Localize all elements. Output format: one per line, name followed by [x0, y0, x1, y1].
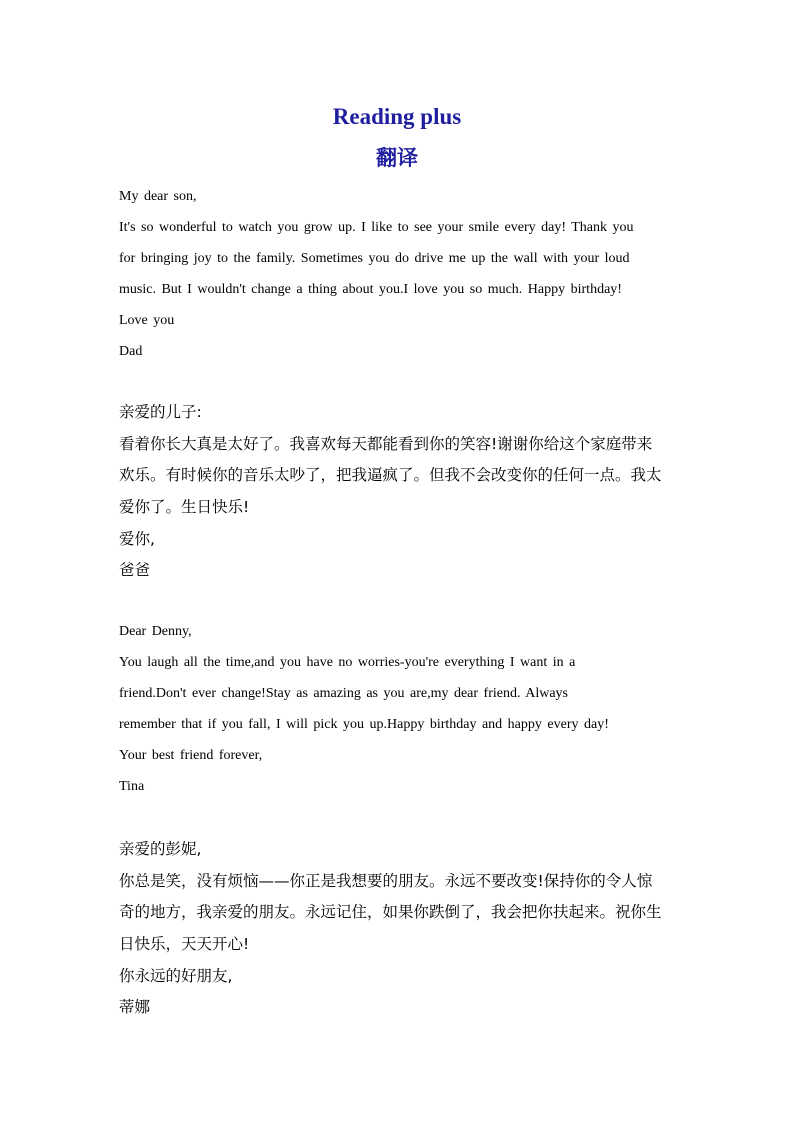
body-line: remember that if you fall, I will pick you up.Happy birthday and happy every day!: [119, 717, 609, 732]
salutation: 亲爱的彭妮,: [119, 840, 202, 858]
signature: Dad: [119, 344, 143, 359]
page-subtitle: 翻译: [376, 146, 418, 170]
letter-from-dad-english: [119, 187, 679, 373]
salutation: My dear son,: [119, 189, 197, 204]
body-line: 看着你长大真是太好了。我喜欢每天都能看到你的笑容!谢谢你给这个家庭带来: [119, 434, 653, 453]
closing: 你永远的好朋友,: [119, 966, 233, 985]
letter-from-dad-chinese: [119, 401, 679, 591]
body-line: 日快乐，天天开心!: [119, 935, 250, 954]
closing: 爱你,: [119, 529, 155, 548]
body-line: 奇的地方，我亲爱的朋友。永远记住，如果你跌倒了，我会把你扶起来。祝你生: [119, 903, 662, 922]
closing: Your best friend forever,: [119, 748, 263, 763]
salutation: 亲爱的儿子:: [119, 403, 202, 421]
letter-from-tina-chinese: [119, 838, 679, 1028]
body-line: 你总是笑，没有烦恼——你正是我想要的朋友。永远不要改变!保持你的令人惊: [119, 871, 653, 890]
body-line: friend.Don't ever change!Stay as amazing as you are,my dear friend. Always: [119, 686, 568, 701]
signature: 蒂娜: [119, 998, 151, 1017]
body-line: It's so wonderful to watch you grow up. I like to see your smile every day! Thank you: [119, 220, 634, 235]
body-line: 欢乐。有时候你的音乐太吵了，把我逼疯了。但我不会改变你的任何一点。我太: [119, 466, 662, 485]
letter-from-tina-english: [119, 622, 679, 808]
body-line: 爱你了。生日快乐!: [119, 498, 250, 517]
salutation: Dear Denny,: [119, 624, 192, 639]
closing: Love you: [119, 313, 175, 328]
page-title: Reading plus: [332, 104, 462, 129]
body-line: music. But I wouldn't change a thing about you.I love you so much. Happy birthday!: [119, 282, 622, 297]
body-line: You laugh all the time,and you have no worries-you're everything I want in a: [119, 655, 576, 670]
body-line: for bringing joy to the family. Sometimes you do drive me up the wall with your loud: [119, 251, 630, 266]
signature: Tina: [119, 779, 145, 794]
signature: 爸爸: [119, 561, 151, 580]
